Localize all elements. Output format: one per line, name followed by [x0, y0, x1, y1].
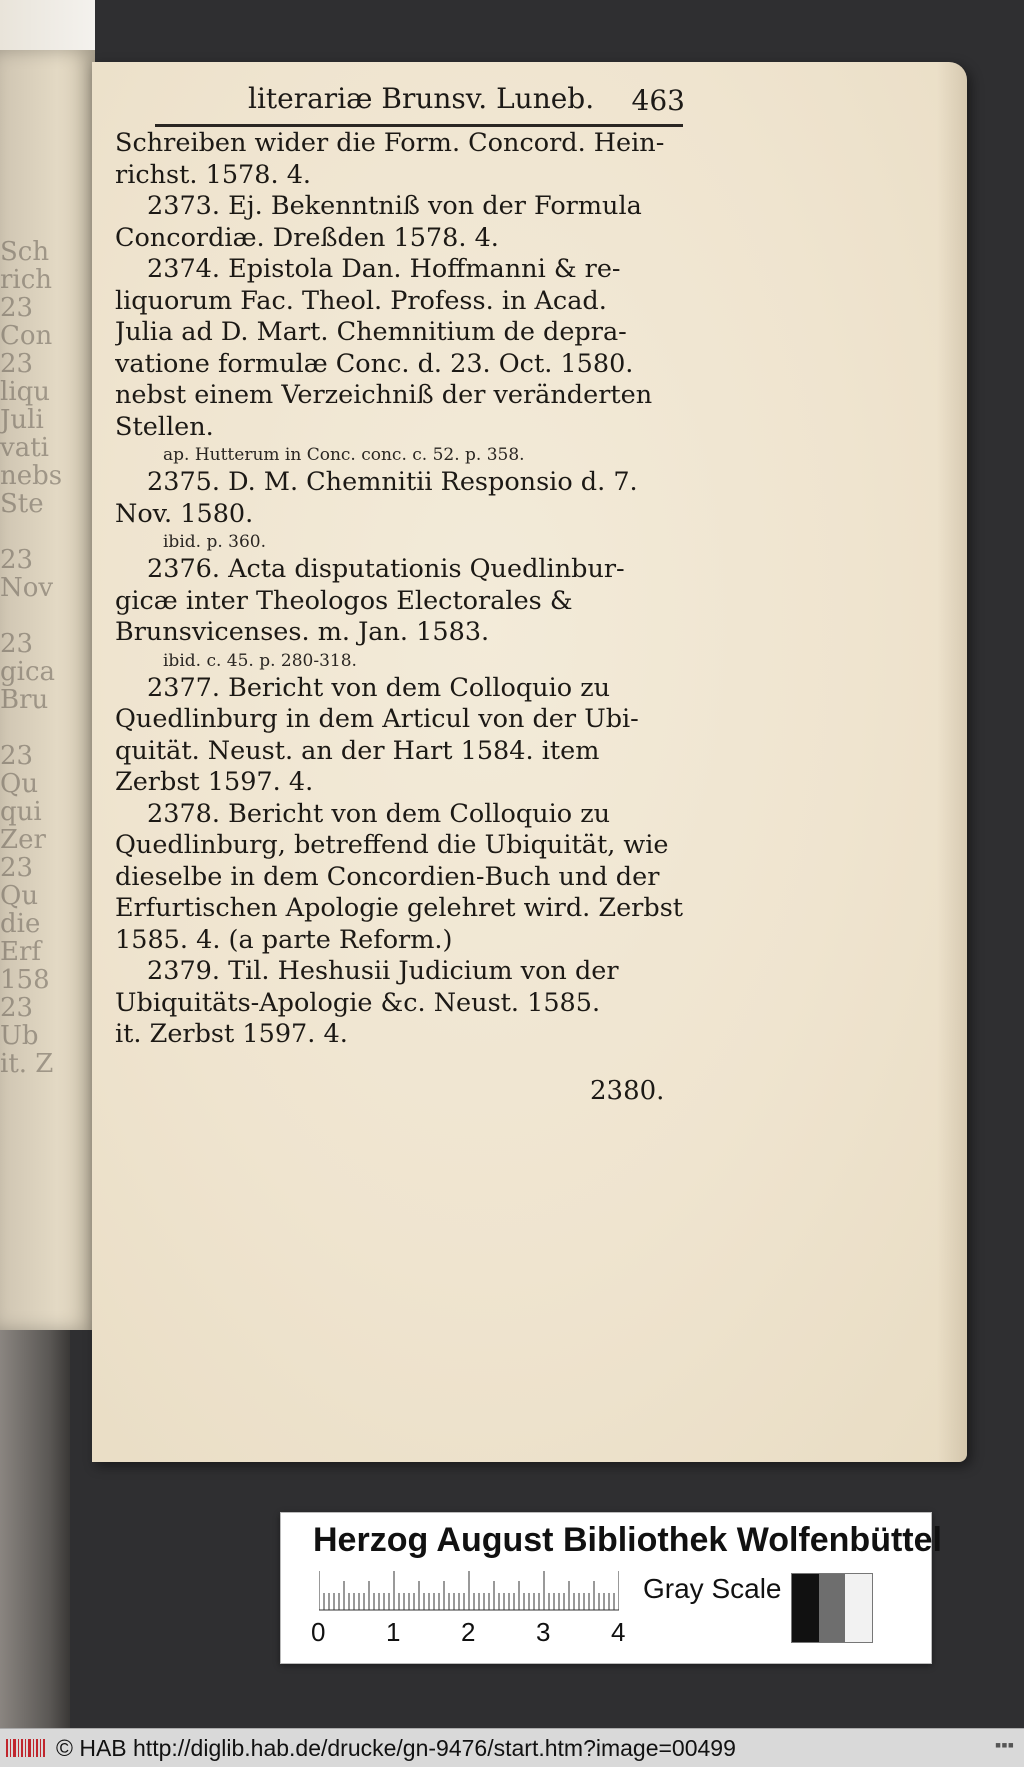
text-line: 2377. Bericht von dem Colloquio zu	[147, 672, 611, 703]
left-fragment-line: gica	[0, 657, 56, 687]
card-title: Herzog August Bibliothek Wolfenbüttel	[313, 1521, 942, 1559]
text-line: Erfurtischen Apologie gelehret wird. Zerbst	[115, 893, 684, 923]
color-calibration-card	[280, 1512, 942, 1664]
left-page-shadow	[0, 1330, 70, 1730]
left-fragment-line: nebs	[0, 461, 63, 491]
left-fragment-line: Ub	[0, 1021, 39, 1051]
text-line: Nov. 1580.	[115, 498, 254, 529]
left-fragment-line: 23	[0, 741, 34, 771]
status-dots: ▪▪▪	[994, 1735, 1014, 1755]
gray-swatch	[792, 1574, 819, 1642]
left-fragment-line	[0, 518, 70, 546]
ruler-label: 4	[611, 1617, 626, 1647]
left-fragment-line: Sch	[0, 238, 50, 267]
text-line: richst. 1578. 4.	[115, 159, 312, 190]
text-line: 2375. D. M. Chemnitii Responsio d. 7.	[147, 467, 638, 497]
left-fragment-line: Juli	[0, 405, 44, 435]
text-line: dieselbe in dem Concordien-Buch und der	[115, 861, 660, 892]
text-line: liquorum Fac. Theol. Profess. in Acad.	[115, 285, 607, 316]
gray-swatch	[845, 1574, 872, 1642]
reference-line: ap. Hutterum in Conc. conc. c. 52. p. 358.	[163, 445, 525, 465]
text-line: gicæ inter Theologos Electorales &	[115, 585, 573, 616]
left-fragment-line: Bru	[0, 685, 49, 715]
ruler-label: 3	[536, 1617, 551, 1647]
left-fragment-line: 23	[0, 629, 34, 659]
reference-line: ibid. p. 360.	[163, 532, 266, 552]
page-body-text	[115, 128, 695, 1051]
left-fragment-line: Qu	[0, 769, 39, 799]
left-fragment-line: 23	[0, 853, 34, 883]
text-line: Concordiæ. Dreßden 1578. 4.	[115, 222, 499, 253]
image-credit-url[interactable]: © HAB http://diglib.hab.de/drucke/gn-9476/start.htm?image=00499	[56, 1735, 736, 1761]
left-fragment-line: Zer	[0, 825, 46, 855]
left-fragment-line: Erf	[0, 937, 42, 967]
left-fragment-line	[0, 602, 70, 630]
gray-scale-swatches	[791, 1573, 873, 1643]
left-fragment-line: it. Z	[0, 1049, 54, 1078]
left-fragment-line	[0, 714, 70, 742]
text-line: nebst einem Verzeichniß der veränderten	[115, 380, 653, 410]
left-facing-page	[0, 50, 95, 1330]
text-line: Zerbst 1597. 4.	[115, 767, 314, 797]
reference-line: ibid. c. 45. p. 280-318.	[163, 650, 357, 671]
text-line: Brunsvicenses. m. Jan. 1583.	[115, 617, 490, 647]
left-fragment-line: Qu	[0, 881, 39, 911]
gray-swatch	[819, 1574, 846, 1642]
text-line: 2373. Ej. Bekenntniß von der Formula	[147, 191, 642, 221]
left-fragment-line: qui	[0, 797, 42, 827]
ruler-scale	[319, 1571, 619, 1611]
left-fragment-line: Nov	[0, 573, 54, 603]
text-line: 2379. Til. Heshusii Judicium von der	[147, 956, 619, 986]
left-fragment-line: 158	[0, 965, 50, 995]
text-line: Schreiben wider die Form. Concord. Hein-	[115, 128, 665, 158]
text-line: 2376. Acta disputationis Quedlinbur-	[147, 554, 625, 584]
text-line: Quedlinburg, betreffend die Ubiquität, wie	[115, 830, 669, 860]
gray-scale-label: Gray Scale	[643, 1573, 782, 1604]
left-fragment-line: rich	[0, 265, 53, 295]
left-fragment-line: Ste	[0, 489, 44, 519]
left-fragment-line: 23	[0, 293, 34, 323]
ruler-label: 2	[461, 1617, 476, 1647]
text-line: 1585. 4. (a parte Reform.)	[115, 924, 453, 955]
hab-barcode-icon	[6, 1737, 46, 1759]
text-line: vatione formulæ Conc. d. 23. Oct. 1580.	[115, 348, 634, 379]
text-line: Ubiquitäts-Apologie &c. Neust. 1585.	[115, 987, 601, 1018]
ruler-label: 0	[311, 1617, 326, 1647]
left-fragment-line: 23	[0, 349, 34, 379]
ruler-label: 1	[386, 1617, 401, 1647]
text-line: Quedlinburg in dem Articul von der Ubi-	[115, 704, 639, 734]
page-number: 463	[631, 84, 685, 117]
text-line: quität. Neust. an der Hart 1584. item	[115, 735, 600, 766]
text-line: Stellen.	[115, 411, 214, 442]
page-edge-shading	[937, 62, 967, 1462]
left-fragment-line: 23	[0, 993, 34, 1023]
text-line: it. Zerbst 1597. 4.	[115, 1019, 348, 1049]
left-fragment-line: 23	[0, 545, 34, 575]
left-fragment-line: die	[0, 909, 41, 939]
left-fragment-line: vati	[0, 433, 49, 463]
status-bar	[0, 1728, 1024, 1767]
text-line: Julia ad D. Mart. Chemnitium de depra-	[115, 317, 627, 347]
text-line: 2374. Epistola Dan. Hoffmanni & re-	[147, 254, 621, 284]
running-head: literariæ Brunsv. Luneb.	[248, 82, 595, 115]
left-fragment-line: Con	[0, 321, 53, 351]
catchword: 2380.	[590, 1076, 665, 1106]
text-line: 2378. Bericht von dem Colloquio zu	[147, 798, 611, 829]
left-page-top	[0, 0, 95, 50]
header-rule	[155, 124, 683, 127]
left-fragment-line: liqu	[0, 377, 51, 407]
page-header	[155, 82, 685, 122]
left-page-text-fragments	[0, 238, 70, 1078]
